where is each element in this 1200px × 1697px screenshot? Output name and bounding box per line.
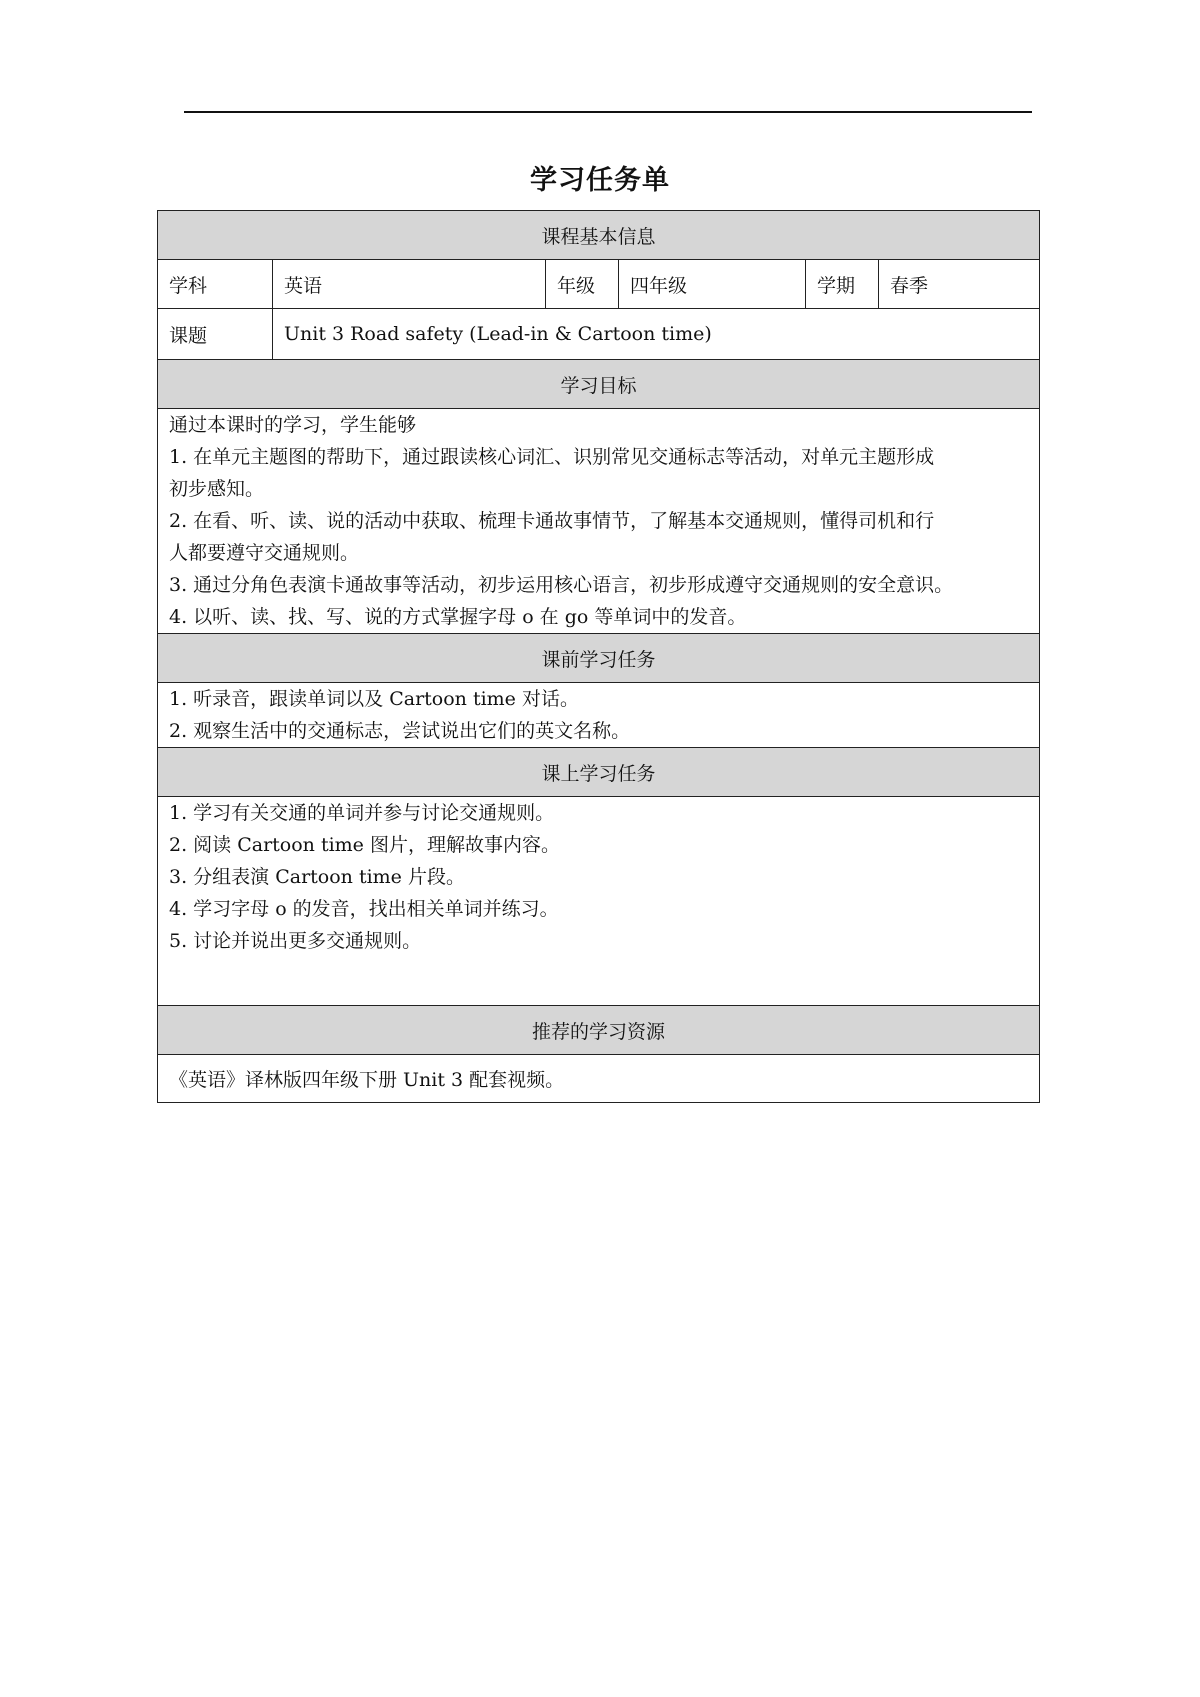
in-task-item: 1. 学习有关交通的单词并参与讨论交通规则。 (169, 802, 555, 824)
pre-tasks-cell (158, 683, 1040, 748)
info-row (158, 260, 1040, 309)
subject-label: 学科 (158, 260, 273, 309)
goal-line: 人都要遵守交通规则。 (169, 542, 360, 564)
in-task-item: 4. 学习字母 o 的发音，找出相关单词并练习。 (169, 898, 559, 920)
section-resources: 推荐的学习资源 (158, 1006, 1040, 1055)
in-task-item: 2. 阅读 Cartoon time 图片，理解故事内容。 (169, 834, 560, 856)
goal-line: 初步感知。 (169, 478, 265, 500)
goal-line: 4. 以听、读、找、写、说的方式掌握字母 o 在 go 等单词中的发音。 (169, 606, 747, 628)
goals-intro: 通过本课时的学习，学生能够 (169, 414, 417, 436)
goal-line: 3. 通过分角色表演卡通故事等活动，初步运用核心语言，初步形成遵守交通规则的安全意识。 (169, 574, 954, 596)
pre-task-item: 2. 观察生活中的交通标志，尝试说出它们的英文名称。 (169, 720, 631, 742)
blank-space (169, 957, 1028, 1005)
goals-cell (158, 409, 1040, 634)
topic-label: 课题 (158, 309, 273, 360)
topic-value: Unit 3 Road safety (Lead-in & Cartoon time) (273, 309, 1040, 360)
in-tasks-cell (158, 797, 1040, 1006)
in-task-item: 3. 分组表演 Cartoon time 片段。 (169, 866, 465, 888)
grade-value: 四年级 (619, 260, 806, 309)
subject-value: 英语 (273, 260, 546, 309)
section-basic-info: 课程基本信息 (158, 211, 1040, 260)
goal-line: 2. 在看、听、读、说的活动中获取、梳理卡通故事情节，了解基本交通规则，懂得司机和行 (169, 510, 935, 532)
goal-line: 1. 在单元主题图的帮助下，通过跟读核心词汇、识别常见交通标志等活动，对单元主题形成 (169, 446, 935, 468)
document-title: 学习任务单 (530, 165, 670, 196)
term-value: 春季 (879, 260, 1040, 309)
section-goals: 学习目标 (158, 360, 1040, 409)
term-label: 学期 (806, 260, 879, 309)
section-pre-class: 课前学习任务 (158, 634, 1040, 683)
topic-row (158, 309, 1040, 360)
grade-label: 年级 (546, 260, 619, 309)
section-in-class: 课上学习任务 (158, 748, 1040, 797)
task-sheet-table (157, 210, 1040, 1103)
in-task-item: 5. 讨论并说出更多交通规则。 (169, 930, 422, 952)
header-rule (184, 111, 1032, 113)
resources-text: 《英语》译林版四年级下册 Unit 3 配套视频。 (158, 1055, 1040, 1103)
pre-task-item: 1. 听录音，跟读单词以及 Cartoon time 对话。 (169, 688, 579, 710)
